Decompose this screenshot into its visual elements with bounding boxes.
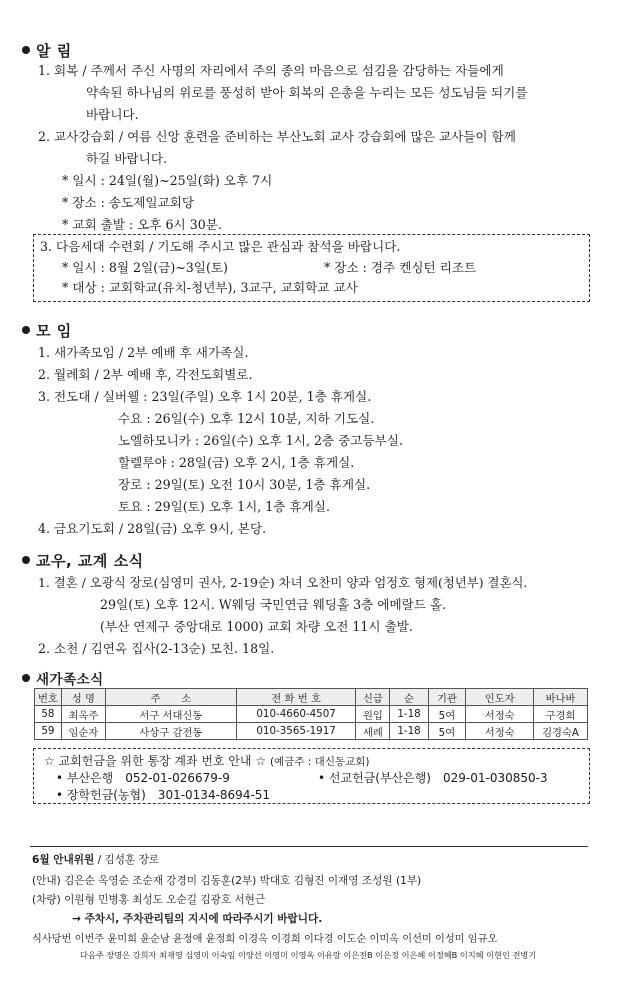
news-title: 교우, 교계 소식 (22, 550, 144, 571)
cell: 세례 (356, 723, 390, 740)
col-phone: 전 화 번 호 (236, 689, 356, 706)
notice-1-line-3: 바랍니다. (86, 107, 139, 122)
account-mission: • 선교헌금(부산은행) 029-01-030850-3 (318, 771, 548, 785)
cell: 5여 (428, 706, 466, 723)
table-row (35, 706, 588, 723)
col-number: 번호 (35, 689, 62, 706)
bullet-dot-icon (22, 326, 30, 334)
bullet-dot-icon (22, 46, 30, 54)
meeting-3-saturday: 토요 : 29일(토) 오후 1시, 1층 휴게실. (118, 499, 330, 514)
meeting-2: 2. 월례회 / 2부 예배 후, 각전도회별로. (38, 367, 253, 382)
cell: 김경숙A (534, 723, 588, 740)
notice-2-place: * 장소 : 송도제일교회당 (62, 195, 195, 210)
cell: 1-18 (390, 706, 428, 723)
notices-title: 알 림 (22, 40, 72, 61)
news-1-line-2: 29일(토) 오후 12시. W웨딩 국민연금 웨딩홀 3층 에메랄드 홀. (100, 597, 447, 612)
footer-divider (30, 846, 588, 847)
col-group: 순 (390, 689, 428, 706)
notice-2-line-1: 2. 교사강습회 / 여름 신앙 훈련을 준비하는 부산노회 교사 강습회에 많은 교사들이 함께 (38, 129, 516, 144)
meeting-3-harmonica: 노엘하모니카 : 26일(수) 오후 1시, 2층 중고등부실. (118, 433, 403, 448)
guide-line: (안내) 김은순 옥영순 조순재 강경미 김동훈(2부) 박대호 김형진 이재영 조성원 (1부) (32, 875, 422, 887)
notice-1-line-1: 1. 회복 / 주께서 주신 사명의 자리에서 주의 종의 마음으로 섬김을 감당하는 자들에게 (38, 63, 504, 78)
notice-2-departure: * 교회 출발 : 오후 6시 30분. (62, 217, 222, 232)
account-busan-bank: • 부산은행 052-01-026679-9 (56, 771, 230, 785)
col-rank: 신급 (356, 689, 390, 706)
col-guide: 인도자 (466, 689, 534, 706)
meeting-3-wednesday: 수요 : 26일(수) 오후 12시 10분, 지하 기도실. (118, 411, 375, 426)
meal-next-line: 다음주 장명은 강희자 최재영 심영미 이숙임 이양선 이영미 이영옥 이유랑 이은전B 이은정 이은혜 이정혜B 이지혜 이현인 전병기 (80, 950, 537, 960)
cell: 사상구 감전동 (105, 723, 236, 740)
news-1-line-3: (부산 연제구 중앙대로 1000) 교회 차량 오전 11시 출발. (100, 619, 413, 634)
notice-3-place: * 장소 : 경주 켄싱턴 리조트 (324, 260, 477, 275)
newfamily-title: 새가족소식 (22, 668, 104, 688)
meeting-3-hallelujah: 할렐루야 : 28일(금) 오후 2시, 1층 휴게실. (118, 455, 355, 470)
news-2: 2. 소천 / 김연옥 집사(2-13순) 모친. 18일. (38, 641, 275, 656)
notice-3-target: * 대상 : 교회학교(유치-청년부), 3교구, 교회학교 교사 (62, 280, 358, 295)
notice-3-line-1: 3. 다음세대 수련회 / 기도해 주시고 많은 관심과 참석을 바랍니다. (40, 239, 401, 254)
notice-3-date: * 일시 : 8월 2일(금)~3일(토) (62, 260, 228, 275)
cell: 58 (35, 706, 62, 723)
news-1: 1. 결혼 / 오광식 장로(심영미 권사, 2-19순) 차녀 오찬미 양과 엄정호 형제(청년부) 결혼식. (38, 575, 528, 590)
meeting-3: 3. 전도대 / 실버웰 : 23일(주일) 오후 1시 20분, 1층 휴게실. (38, 389, 372, 404)
col-barnabas: 바나바 (534, 689, 588, 706)
accounts-holder: (예금주 : 대신동교회) (269, 756, 370, 768)
notice-1-line-2: 약속된 하나님의 위로를 풍성히 받아 회복의 은총을 누리는 모든 성도님들 되기를 (86, 85, 528, 100)
cell: 임순자 (61, 723, 105, 740)
cell: 010-3565-1917 (236, 723, 356, 740)
cell: 최옥주 (61, 706, 105, 723)
cell: 5여 (428, 723, 466, 740)
notice-2-line-2: 하길 바랍니다. (86, 151, 167, 166)
meeting-3-elders: 장로 : 29일(토) 오전 10시 30분, 1층 휴게실. (118, 477, 371, 492)
cell: 서구 서대신동 (105, 706, 236, 723)
car-line: (차량) 이원형 민병홍 최성도 오순길 김광호 서현근 (32, 894, 266, 906)
col-org: 기관 (428, 689, 466, 706)
accounts-title: ☆ 교회헌금을 위한 통장 계좌 번호 안내 ☆ (예금주 : 대신동교회) (44, 754, 370, 768)
account-scholarship: • 장학헌금(농협) 301-0134-8694-51 (56, 788, 271, 802)
meal-duty-line: 식사당번 이번주 윤미희 윤순남 윤정애 윤정희 이경옥 이경희 이다경 이도순 이미옥 이선미 이성미 임규오 (32, 934, 498, 945)
cell: 원입 (356, 706, 390, 723)
table-header-row (35, 689, 588, 706)
meeting-1: 1. 새가족모임 / 2부 예배 후 새가족실. (38, 345, 249, 360)
cell: 1-18 (390, 723, 428, 740)
meeting-4: 4. 금요기도회 / 28일(금) 오후 9시, 본당. (38, 521, 267, 536)
usher-line: 6월 안내위원 / 김성훈 장로 (32, 854, 160, 866)
cell: 010-4660-4507 (236, 706, 356, 723)
newfamily-table (34, 688, 588, 740)
table-row (35, 723, 588, 740)
col-name: 성 명 (61, 689, 105, 706)
bullet-dot-icon (22, 674, 30, 682)
cell: 서정숙 (466, 706, 534, 723)
bullet-dot-icon (22, 556, 30, 564)
col-address: 주 소 (105, 689, 236, 706)
cell: 59 (35, 723, 62, 740)
cell: 서정숙 (466, 723, 534, 740)
meetings-title: 모 임 (22, 320, 72, 341)
notice-2-date: * 일시 : 24일(월)~25일(화) 오후 7시 (62, 173, 273, 188)
parking-notice: → 주차시, 주차관리팀의 지시에 따라주시기 바랍니다. (72, 913, 323, 925)
cell: 구경희 (534, 706, 588, 723)
